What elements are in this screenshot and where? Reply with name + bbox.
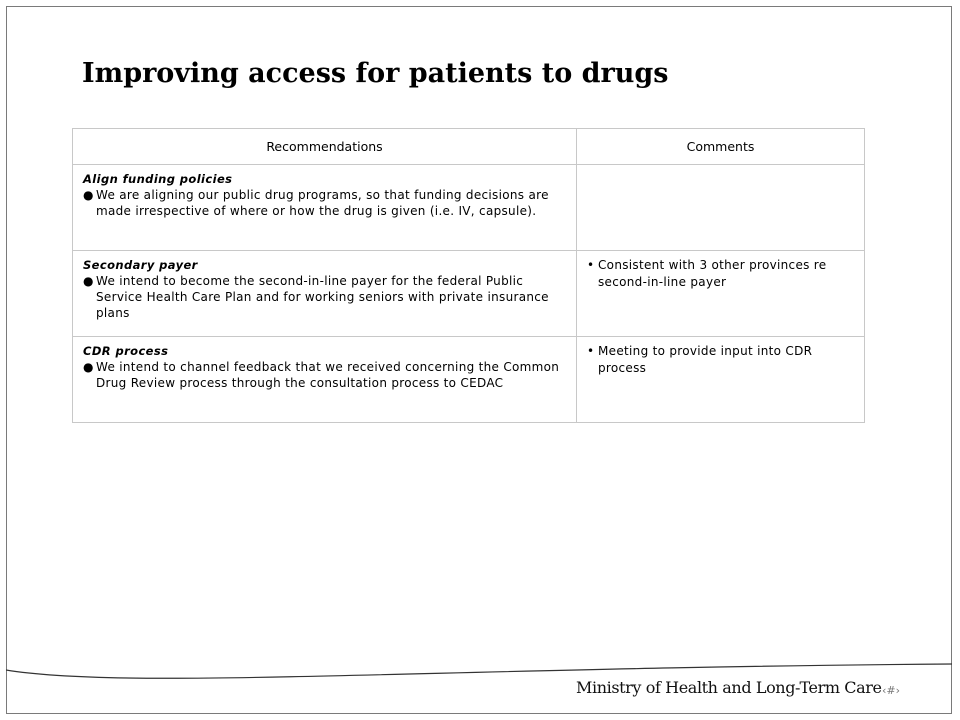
comment-cell: [577, 337, 865, 423]
table-row: [73, 251, 865, 337]
recommendation-cell: [73, 165, 577, 251]
recommendation-cell: [73, 251, 577, 337]
comment-cell: [577, 251, 865, 337]
bullet-icon: ●: [83, 188, 94, 202]
table-row: [73, 337, 865, 423]
bullet-icon: ●: [83, 274, 94, 288]
recommendation-bullet: [83, 187, 570, 219]
bullet-icon: •: [587, 344, 595, 358]
comment-bullet: [587, 343, 854, 377]
table-row: [73, 165, 865, 251]
table-header-row: [73, 129, 865, 165]
recommendation-heading: CDR process: [83, 344, 169, 358]
bullet-icon: •: [587, 258, 595, 272]
footer-swoosh: [6, 630, 952, 714]
recommendations-table: [72, 128, 865, 423]
recommendation-bullet: [83, 273, 570, 321]
recommendation-heading: Secondary payer: [83, 258, 198, 272]
recommendation-heading: Align funding policies: [83, 172, 233, 186]
bullet-icon: ●: [83, 360, 94, 374]
recommendations-header: Recommendations: [73, 129, 577, 165]
recommendation-cell: [73, 337, 577, 423]
comment-cell: [577, 165, 865, 251]
recommendation-text: We intend to channel feedback that we received concerning the Common Drug Review process through the consultation process to CEDAC: [96, 360, 560, 390]
recommendation-text: We intend to become the second-in-line payer for the federal Public Service Health Care Plan and for working seniors with private insurance plans: [96, 274, 549, 320]
slide-title: Improving access for patients to drugs: [82, 58, 669, 89]
recommendation-bullet: [83, 359, 570, 391]
comments-header: Comments: [577, 129, 865, 165]
page-number: ‹#›: [882, 684, 901, 697]
comment-text: Meeting to provide input into CDR process: [598, 344, 813, 375]
comment-text: Consistent with 3 other provinces re second-in-line payer: [598, 258, 827, 289]
comment-bullet: [587, 257, 854, 291]
recommendation-text: We are aligning our public drug programs, so that funding decisions are made irrespective of where or how the drug is given (i.e. IV, capsule).: [96, 188, 549, 218]
footer-organization: Ministry of Health and Long-Term Care: [576, 678, 882, 697]
